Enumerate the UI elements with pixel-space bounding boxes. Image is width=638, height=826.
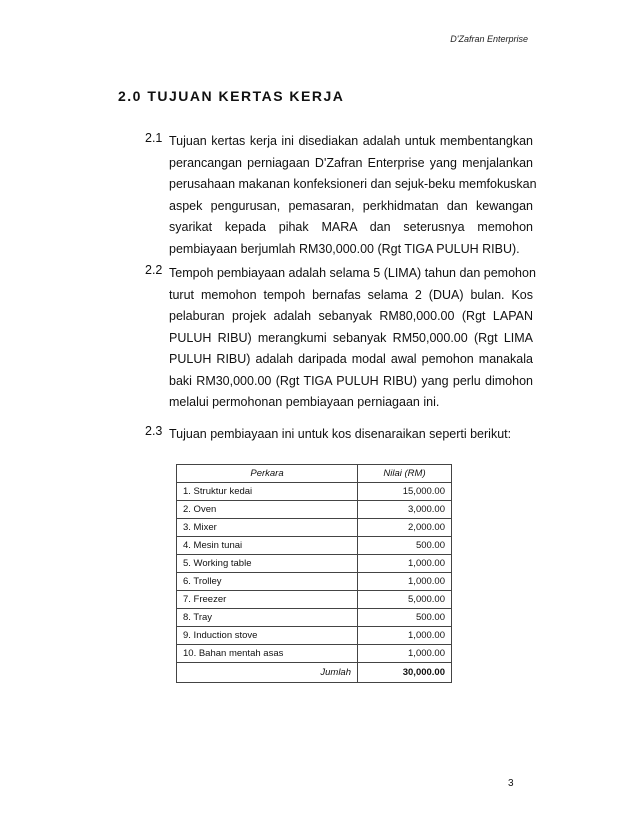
table-row xyxy=(177,573,452,591)
item-name: 3. Mixer xyxy=(177,519,358,537)
cost-table xyxy=(176,464,452,683)
paragraph-line: turut memohon tempoh bernafas selama 2 (DUA) bulan. Kos xyxy=(169,287,533,302)
item-value: 1,000.00 xyxy=(358,645,452,663)
item-name: 4. Mesin tunai xyxy=(177,537,358,555)
item-2-1 xyxy=(145,131,537,260)
column-header-item: Perkara xyxy=(177,465,358,483)
paragraph-line: syarikat kepada pihak MARA dan seterusnya memohon xyxy=(169,220,533,234)
paragraph-line: Tujuan pembiayaan ini untuk kos disenaraikan seperti berikut: xyxy=(169,427,512,441)
item-number: 2.1 xyxy=(145,131,163,145)
item-name: 2. Oven xyxy=(177,501,358,519)
item-name: 7. Freezer xyxy=(177,591,358,609)
item-name: 5. Working table xyxy=(177,555,358,573)
paragraph-line: PULUH RIBU) adalah daripada modal awal pemohon manakala xyxy=(169,352,533,366)
item-body xyxy=(169,131,537,260)
table-row xyxy=(177,501,452,519)
table-row xyxy=(177,609,452,627)
paragraph-line: Tempoh pembiayaan adalah selama 5 (LIMA) tahun dan pemohon xyxy=(169,266,536,280)
item-2-3 xyxy=(145,424,533,446)
item-value: 500.00 xyxy=(358,537,452,555)
item-2-2 xyxy=(145,263,536,414)
paragraph-line: melalui permohonan pembiayaan perniagaan ini. xyxy=(169,395,440,409)
paragraph-line: Tujuan kertas kerja ini disediakan adalah untuk membentangkan xyxy=(169,134,533,148)
paragraph-line: perusahaan makanan konfeksioneri dan sejuk-beku memfokuskan xyxy=(169,177,537,191)
paragraph-line: perancangan perniagaan D'Zafran Enterprise yang menjalankan xyxy=(169,155,533,170)
item-value: 2,000.00 xyxy=(358,519,452,537)
item-value: 1,000.00 xyxy=(358,555,452,573)
item-body xyxy=(169,263,536,414)
total-row xyxy=(177,663,452,683)
table-row xyxy=(177,591,452,609)
page-header: D'Zafran Enterprise xyxy=(450,34,528,44)
item-value: 15,000.00 xyxy=(358,483,452,501)
item-name: 9. Induction stove xyxy=(177,627,358,645)
paragraph-line: pembiayaan berjumlah RM30,000.00 (Rgt TIGA PULUH RIBU). xyxy=(169,241,520,256)
table-row xyxy=(177,555,452,573)
table-header-row xyxy=(177,465,452,483)
paragraph-line: pelaburan projek adalah sebanyak RM80,000.00 (Rgt LAPAN xyxy=(169,309,533,323)
table-row xyxy=(177,483,452,501)
item-value: 500.00 xyxy=(358,609,452,627)
paragraph-line: PULUH RIBU) merangkumi sebanyak RM50,000.00 (Rgt LIMA xyxy=(169,330,533,345)
item-name: 1. Struktur kedai xyxy=(177,483,358,501)
table-row xyxy=(177,537,452,555)
item-value: 1,000.00 xyxy=(358,573,452,591)
table-row xyxy=(177,519,452,537)
item-name: 8. Tray xyxy=(177,609,358,627)
paragraph-line: aspek pengurusan, pemasaran, perkhidmatan dan kewangan xyxy=(169,198,533,213)
item-value: 3,000.00 xyxy=(358,501,452,519)
item-name: 6. Trolley xyxy=(177,573,358,591)
section-title: 2.0 TUJUAN KERTAS KERJA xyxy=(118,88,345,104)
total-label: Jumlah xyxy=(177,663,358,683)
item-name: 10. Bahan mentah asas xyxy=(177,645,358,663)
table-row xyxy=(177,627,452,645)
total-value: 30,000.00 xyxy=(358,663,452,683)
page-number: 3 xyxy=(508,778,514,789)
table-row xyxy=(177,645,452,663)
item-number: 2.2 xyxy=(145,263,163,277)
item-value: 5,000.00 xyxy=(358,591,452,609)
item-body xyxy=(169,424,533,446)
item-number: 2.3 xyxy=(145,424,163,438)
column-header-value: Nilai (RM) xyxy=(358,465,452,483)
item-value: 1,000.00 xyxy=(358,627,452,645)
paragraph-line: baki RM30,000.00 (Rgt TIGA PULUH RIBU) yang perlu dimohon xyxy=(169,373,533,388)
